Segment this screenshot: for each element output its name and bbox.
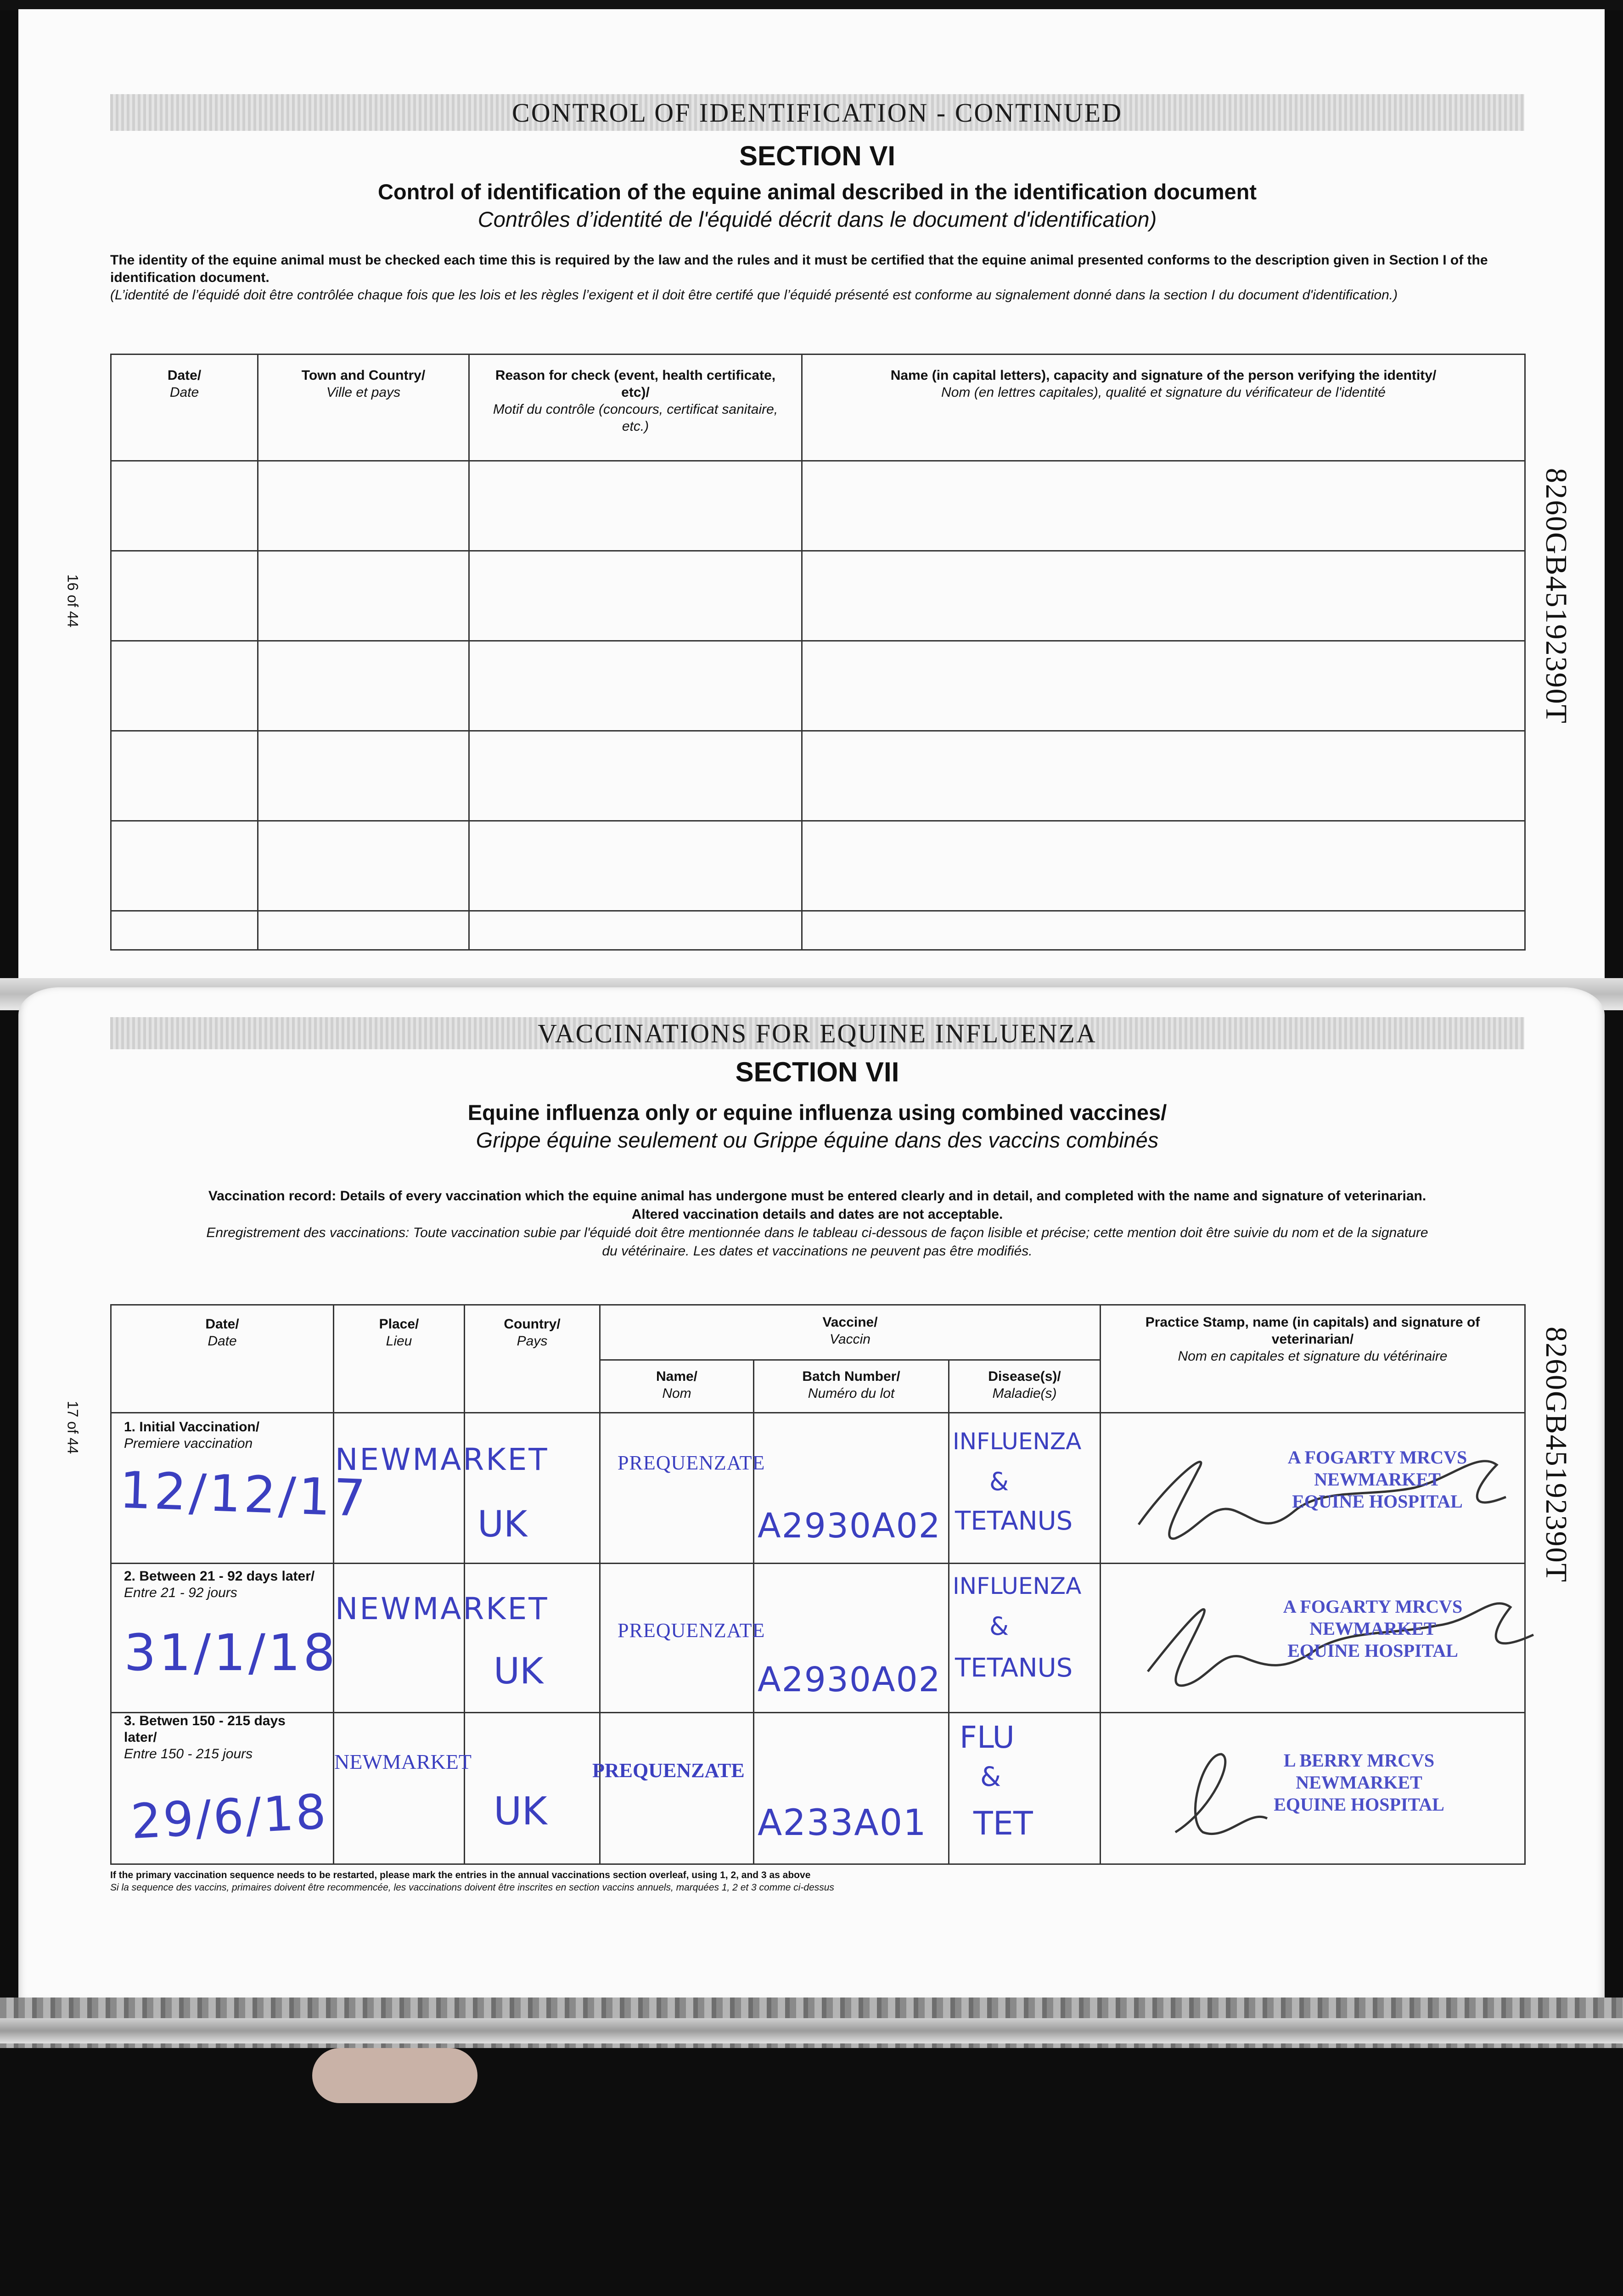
col-vaccine-header: Vaccine/ Vaccin: [600, 1305, 1101, 1360]
finger: [312, 2048, 477, 2103]
row3-batch: A233A01: [758, 1802, 927, 1844]
section7-subtitle-fr: Grippe équine seulement ou Grippe équine dans des vaccins combinés: [476, 1128, 1159, 1152]
section7-note-en-1: Vaccination record: Details of every vaccination which the equine animal has undergone must be entered clearly and in detail, and completed with the name and signature of veterinarian.: [208, 1188, 1426, 1204]
row2-place: NEWMARKET: [335, 1591, 549, 1626]
page-number-17: 17 of 44: [64, 1401, 81, 1454]
section7-banner-text: VACCINATIONS FOR EQUINE INFLUENZA: [538, 1018, 1097, 1048]
row3-disease-2: &: [980, 1761, 1001, 1792]
row2-stamp: A FOGARTY MRCVS NEWMARKET EQUINE HOSPITAL: [1283, 1596, 1463, 1661]
row2-disease-1: INFLUENZA: [953, 1573, 1082, 1599]
row1-date: 12/12/17: [118, 1460, 370, 1528]
col-reason-header: Reason for check (event, health certificate, etc)/ Motif du contrôle (concours, certificat sanitaire, etc.): [469, 355, 802, 461]
table-row: [111, 911, 1525, 950]
row1-vaccine: PREQUENZATE: [618, 1452, 765, 1474]
col-date-header: Date/ Date: [111, 355, 258, 461]
row2-batch: A2930A02: [758, 1660, 941, 1699]
col-batch-header: Batch Number/ Numéro du lot: [754, 1360, 949, 1413]
identity-check-header-row: [111, 355, 1525, 461]
passport-id-bottom: 8260GB45192390T: [1539, 1327, 1573, 1583]
row1-disease-2: &: [989, 1467, 1009, 1496]
vaccination-header-row-1: [111, 1305, 1525, 1360]
passport-id-top: 8260GB45192390T: [1539, 468, 1573, 724]
table-row: [111, 821, 1525, 911]
row2-country: UK: [494, 1651, 544, 1692]
row2-vaccine: PREQUENZATE: [618, 1619, 765, 1642]
col-practice-stamp-header: Practice Stamp, name (in capitals) and signature of veterinarian/ Nom en capitales et signature du vétérinaire: [1101, 1305, 1525, 1413]
row3-label: 3. Betwen 150 - 215 days later/ Entre 150 - 215 jours: [124, 1713, 286, 1761]
section6-banner: [110, 94, 1524, 131]
identity-check-table: [110, 354, 1526, 951]
section6-banner-text: CONTROL OF IDENTIFICATION - CONTINUED: [512, 97, 1123, 128]
table-row: [111, 461, 1525, 551]
section7-note-fr-1: Enregistrement des vaccinations: Toute vaccination subie par l'équidé doit être mentionnée dans le tableau ci-dessous de façon lisible et précise; cette mention doit être suivie du nom et de la signature: [206, 1225, 1428, 1240]
row2-disease-3: TETANUS: [955, 1653, 1073, 1683]
row1-label: 1. Initial Vaccination/ Premiere vaccination: [124, 1419, 260, 1451]
section6-subtitle-fr: Contrôles d’identité de l'équidé décrit dans le document d'identification): [477, 207, 1157, 231]
section6-heading: SECTION VI: [739, 141, 896, 171]
col-disease-header: Disease(s)/ Maladie(s): [949, 1360, 1101, 1413]
section7-banner: [110, 1017, 1524, 1049]
scan-top-edge: [0, 0, 1623, 10]
row1-disease-3: TETANUS: [955, 1506, 1073, 1536]
row1-batch: A2930A02: [758, 1506, 941, 1546]
section7-footnote-en: If the primary vaccination sequence needs to be restarted, please mark the entries in the annual vaccinations section overleaf, using 1, 2, and 3 as above: [110, 1870, 811, 1880]
section7-note-fr-2: du vétérinaire. Les dates et vaccinations ne peuvent pas être modifiés.: [602, 1244, 1033, 1259]
row2-disease-2: &: [989, 1612, 1009, 1641]
col-verifier-header: Name (in capital letters), capacity and signature of the person verifying the identity/ Nom (en lettres capitales), qualité et signature du vérificateur de l'identité: [802, 355, 1525, 461]
section7-subtitle-en: Equine influenza only or equine influenza using combined vaccines/: [467, 1100, 1167, 1125]
row1-country: UK: [477, 1504, 528, 1545]
row3-stamp: L BERRY MRCVS NEWMARKET EQUINE HOSPITAL: [1274, 1750, 1444, 1815]
row3-date: 29/6/18: [129, 1783, 329, 1850]
col-place-header: Place/ Lieu: [334, 1305, 465, 1413]
row1-disease-1: INFLUENZA: [953, 1428, 1082, 1455]
row1-place: NEWMARKET: [335, 1442, 549, 1477]
table-row: [111, 641, 1525, 731]
section6-note-en: The identity of the equine animal must be checked each time this is required by the law and the rules and it must be certified that the equine animal presented conforms to the description given in Section I of the identification document.: [110, 253, 1488, 285]
col-country-header: Country/ Pays: [465, 1305, 600, 1413]
row1-stamp: A FOGARTY MRCVS NEWMARKET EQUINE HOSPITAL: [1287, 1447, 1467, 1512]
page-number-16: 16 of 44: [64, 574, 81, 628]
row2-label: 2. Between 21 - 92 days later/ Entre 21 - 92 jours: [124, 1569, 315, 1600]
col-date-header: Date/ Date: [111, 1305, 334, 1413]
row3-disease-3: TET: [973, 1805, 1033, 1842]
row3-place: NEWMARKET: [334, 1750, 472, 1773]
row3-country: UK: [494, 1789, 547, 1834]
row3-disease-1: FLU: [960, 1720, 1015, 1755]
table-row: [111, 551, 1525, 641]
table-row: [111, 731, 1525, 821]
col-town-header: Town and Country/ Ville et pays: [258, 355, 469, 461]
section7-note-en-2: Altered vaccination details and dates are not acceptable.: [631, 1207, 1003, 1222]
section6-note-fr: (L’identité de l’équidé doit être contrôlée chaque fois que les lois et les règles l’exigent et il doit être certifé que l’équidé présenté est conforme au signalement donné dans la section I du document d'identification.): [110, 287, 1398, 303]
section7-footnote: [110, 1869, 1488, 1894]
row2-date: 31/1/18: [124, 1623, 338, 1682]
section6-note: [110, 252, 1506, 304]
section7-note: [110, 1187, 1524, 1261]
section7-heading: SECTION VII: [735, 1057, 899, 1087]
col-vaccine-name-header: Name/ Nom: [600, 1360, 754, 1413]
book-spine-highlight: [0, 2018, 1623, 2043]
row3-vaccine: PREQUENZATE: [592, 1759, 745, 1782]
section7-footnote-fr: Si la sequence des vaccins, primaires doivent être recommencée, les vaccinations doivent être inscrites en section vaccins annuels, marquées 1, 2 et 3 comme ci-dessus: [110, 1882, 834, 1893]
section6-subtitle-en: Control of identification of the equine animal described in the identification document: [377, 180, 1257, 204]
